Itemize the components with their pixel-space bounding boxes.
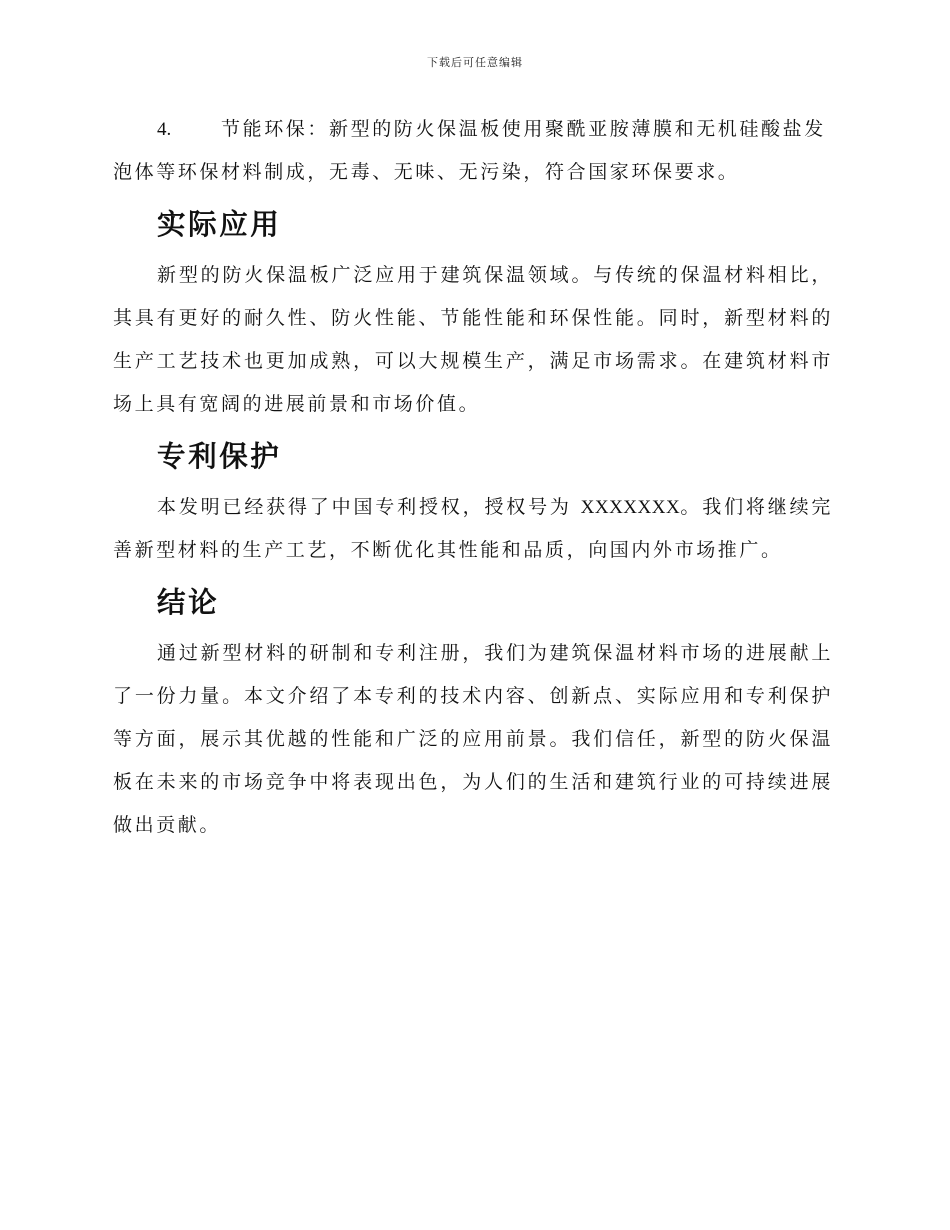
page-header: 下载后可任意编辑 — [427, 56, 523, 69]
patent-text-after: 。我们将继续完善新型材料的生产工艺，不断优化其性能和品质，向国内外市场推广。 — [113, 496, 833, 561]
document-body — [113, 108, 833, 847]
patent-number: XXXXXXX — [580, 497, 681, 518]
list-item-4 — [113, 108, 833, 194]
section-heading-conclusion: 结论 — [157, 585, 220, 619]
section-heading-application: 实际应用 — [157, 207, 282, 241]
section-paragraph-patent — [113, 486, 833, 572]
patent-text-before: 本发明已经获得了中国专利授权，授权号为 — [157, 496, 581, 518]
list-item-number: 4. — [157, 119, 172, 140]
list-item-text: 节能环保：新型的防火保温板使用聚酰亚胺薄膜和无机硅酸盐发泡体等环保材料制成，无毒、无味、无污染，符合国家环保要求。 — [113, 118, 826, 183]
section-heading-patent: 专利保护 — [157, 439, 282, 473]
section-paragraph-conclusion: 通过新型材料的研制和专利注册，我们为建筑保温材料市场的进展献上了一份力量。本文介绍了本专利的技术内容、创新点、实际应用和专利保护等方面，展示其优越的性能和广泛的应用前景。我们信任，新型的防火保温板在未来的市场竞争中将表现出色，为人们的生活和建筑行业的可持续进展做出贡献。 — [113, 642, 833, 836]
section-paragraph-application: 新型的防火保温板广泛应用于建筑保温领域。与传统的保温材料相比，其具有更好的耐久性、防火性能、节能性能和环保性能。同时，新型材料的生产工艺技术也更加成熟，可以大规模生产，满足市场需求。在建筑材料市场上具有宽阔的进展前景和市场价值。 — [113, 264, 833, 415]
